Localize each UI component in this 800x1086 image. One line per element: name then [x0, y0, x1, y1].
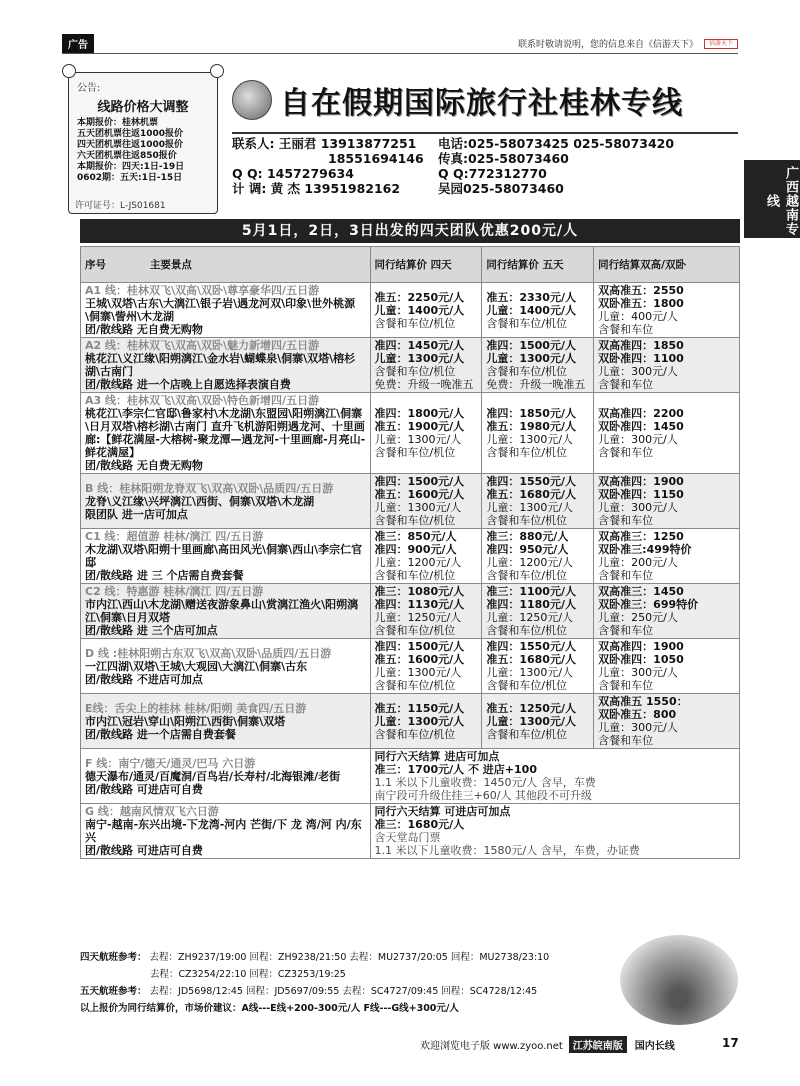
route-title: C2 线：特惠游 桂林/漓江 四/五日游 [85, 585, 264, 598]
price-cell [370, 694, 482, 749]
route-title: A2 线：桂林双飞\双高\双卧\魅力新增四/五日游 [85, 339, 320, 352]
route-title: E线：舌尖上的桂林 桂林/阳朔 美食四/五日游 [85, 701, 307, 715]
price-cell [482, 694, 594, 749]
price-line: 儿童：300元/人 [598, 365, 678, 378]
price-line: 含天堂岛门票 [374, 831, 441, 844]
route-tail: 团/散线路 可进店可自费 [85, 782, 203, 796]
contact-block [232, 132, 738, 196]
price-line: 准四：1450元/人 [374, 339, 465, 352]
price-line: 含餐和车位/机位 [486, 365, 568, 378]
route-tail: 团/散线路 进一个店晚上自愿选择表演自费 [85, 378, 291, 391]
price-cell [370, 393, 482, 474]
price-line: 儿童：300元/人 [598, 721, 678, 734]
route-tail: 团/散线路 进一个店需自费套餐 [85, 727, 236, 741]
price-line: 含餐和车位 [598, 323, 654, 336]
contact-row [232, 151, 738, 166]
price-line: 双高准四：2200 [598, 407, 684, 420]
scroll-curl-icon [62, 64, 76, 78]
route-body: 王城\双塔\古东\大漓江\银子岩\遇龙河双\印象\世外桃源\侗寨\訾州\木龙湖 [85, 297, 356, 323]
table-body [81, 283, 740, 859]
route-body: 市内江\西山\木龙湖\赠送夜游象鼻山\赏漓江渔火\阳朔漓江\侗寨\日月双塔 [85, 598, 359, 624]
price-cell [370, 749, 739, 804]
price-line: 儿童：300元/人 [598, 666, 678, 679]
price-cell [594, 474, 740, 529]
publication-logo: 信游天下 [704, 39, 738, 49]
route-title: A3 线：桂林双飞\双高\双卧\特色新增四/五日游 [85, 394, 320, 407]
route-title: D 线 :桂林阳朔古东双飞\双高\双卧\品质四/五日游 [85, 646, 332, 660]
price-line: 含餐和车位 [598, 446, 654, 459]
price-line: 儿童：1300元/人 [486, 714, 576, 728]
price-line: 含餐和车位/机位 [374, 365, 456, 378]
price-line: 准四：1800元/人 [374, 407, 465, 420]
price-cell [594, 529, 740, 584]
price-line: 儿童：1300元/人 [486, 352, 576, 365]
price-line: 准三：850元/人 [374, 530, 457, 543]
price-line: 含餐和车位/机位 [374, 624, 456, 637]
price-line: 儿童：1200元/人 [486, 556, 574, 569]
four-line: 去程：CZ3254/22:10 回程：CZ3253/19:25 [150, 969, 346, 980]
price-line: 南宁段可升级住挂三+60/人 其他段不可升级 [374, 789, 592, 802]
price-line: 双卧准四：1150 [598, 488, 684, 501]
price-cell [370, 804, 739, 859]
route-cell [81, 694, 371, 749]
price-line: 含餐和车位 [598, 378, 654, 391]
bottom-bar [420, 1036, 740, 1052]
price-line: 含餐和车位/机位 [374, 446, 456, 459]
contact-row [232, 136, 738, 151]
contact-row [232, 181, 738, 196]
route-tail: 团/散线路 不进店可加点 [85, 672, 203, 686]
price-cell [482, 529, 594, 584]
price-note: 以上报价为同行结算价，市场价建议：A线---E线+200-300元/人 F线---G线+300元/人 [80, 1003, 459, 1014]
price-line: 儿童：250元/人 [598, 611, 678, 624]
route-body: 市内江\冠岩\穿山\阳朔江\西街\侗寨\双塔 [85, 714, 286, 728]
contact-cell: 电话:025-58073425 025-58073420 [438, 136, 675, 151]
price-line: 含餐和车位 [598, 679, 654, 692]
price-line: 含餐和车位/机位 [374, 727, 456, 741]
route-cell [81, 283, 371, 338]
contact-row [232, 166, 738, 181]
brand [232, 78, 683, 122]
route-title: G 线：越南风情双飞六日游 [85, 805, 219, 818]
price-line: 准三：1680元/人 [374, 818, 465, 831]
price-line: 儿童：1300元/人 [374, 666, 462, 679]
price-line: 儿童：300元/人 [598, 501, 678, 514]
price-line: 准五：1250元/人 [486, 701, 576, 715]
route-cell [81, 529, 371, 584]
table-row [81, 529, 740, 584]
price-line: 含餐和车位/机位 [374, 514, 456, 527]
contact-cell: 18551694146 [328, 151, 424, 166]
price-cell [370, 529, 482, 584]
route-tail: 团/散线路 进 三 个店需自费套餐 [85, 569, 244, 582]
edition-badge: 江苏皖南版 [569, 1036, 627, 1053]
price-line: 准五：1900元/人 [374, 420, 465, 433]
price-line: 准三：880元/人 [486, 530, 569, 543]
route-body: 桃花江\李宗仁官邸\鲁家村\木龙湖\东盟园\阳朔漓江\侗寨\日月双塔\榕杉湖\古南门 直升飞机游阳朔遇龙河、十里画廊:【鲜花满屋-大榕树-聚龙潭—遇龙河-十里画廊-月亮山-鲜花满屋】 [85, 407, 366, 459]
section-side-tab: 广西越南专线 [744, 160, 800, 238]
five-label: 五天航班参考： [80, 986, 147, 997]
price-line: 准三：1700元/人 不 进店+100 [374, 763, 537, 776]
price-line: 双高准四：1850 [598, 339, 684, 352]
price-cell [594, 694, 740, 749]
price-cell [370, 474, 482, 529]
header-cell: 同行结算价 五天 [482, 247, 594, 283]
route-cell [81, 338, 371, 393]
price-line: 准五：2330元/人 [486, 290, 576, 304]
header-route [81, 247, 371, 283]
header-cell: 主要景点 [149, 259, 192, 271]
price-line: 双卧准四：1050 [598, 653, 684, 666]
contact-cell: 计 调: 黄 杰 13951982162 [232, 181, 401, 196]
price-line: 含餐和车位/机位 [374, 316, 456, 330]
route-body: 南宁-越南-东兴出境-下龙湾-河内 芒街/下 龙 湾/河 内/东 兴 [85, 818, 362, 844]
price-line: 双卧准三:499特价 [598, 543, 692, 556]
table-row [81, 749, 740, 804]
price-line: 双卧准四：1100 [598, 352, 684, 365]
price-cell [594, 283, 740, 338]
table-row [81, 474, 740, 529]
header-cell: 同行结算价 四天 [370, 247, 482, 283]
price-line: 双卧准四：1450 [598, 420, 684, 433]
price-line: 双高准三：1250 [598, 530, 684, 543]
price-line: 同行六天结算 进店可加点 [374, 750, 500, 763]
notice-line: 五天团机票往返1000报价 [77, 129, 184, 139]
price-line: 儿童：1300元/人 [486, 433, 574, 446]
price-line: 含餐和车位 [598, 734, 654, 747]
contact-cell: Q Q:772312770 [438, 166, 547, 181]
route-cell [81, 393, 371, 474]
page-number: 17 [722, 1036, 739, 1050]
table-row [81, 283, 740, 338]
four-label: 四天航班参考： [80, 952, 147, 963]
price-line: 准四：1500元/人 [374, 640, 465, 653]
price-cell [594, 639, 740, 694]
price-line: 儿童：1400元/人 [486, 303, 576, 317]
price-line: 儿童：300元/人 [598, 433, 678, 446]
price-cell [482, 474, 594, 529]
price-line: 双高准三：1450 [598, 585, 684, 598]
contact-cell: 联系人: 王丽君 13913877251 [232, 136, 417, 151]
price-line: 准四：1180元/人 [486, 598, 576, 611]
price-line: 含餐和车位 [598, 624, 654, 637]
route-cell [81, 584, 371, 639]
price-line: 儿童：1250元/人 [486, 611, 574, 624]
price-cell [594, 338, 740, 393]
notice-line: 本期报价：桂林机票 [77, 118, 159, 128]
top-note-text: 联系时敬请说明，您的信息来自《信游天下》 [517, 40, 698, 50]
route-cell [81, 639, 371, 694]
price-line: 含餐和车位/机位 [486, 446, 568, 459]
table-row [81, 639, 740, 694]
table-row [81, 804, 740, 859]
notice-line: 四天团机票往返1000报价 [77, 140, 184, 150]
price-line: 儿童：1200元/人 [374, 556, 462, 569]
price-line: 含餐和车位 [598, 514, 654, 527]
price-line: 含餐和车位/机位 [486, 514, 568, 527]
price-line: 含餐和车位/机位 [374, 679, 456, 692]
scenery-photo [620, 935, 738, 1025]
promo-banner: 5月1日，2日，3日出发的四天团队优惠200元/人 [80, 219, 740, 243]
route-tail: 团/散线路 无自费无购物 [85, 323, 203, 336]
price-line: 儿童：1300元/人 [374, 714, 465, 728]
route-body: 德天瀑布/通灵/百魔洞/百鸟岩/长寿村/北海银滩/老街 [85, 769, 341, 783]
flights-four [80, 949, 620, 966]
route-cell [81, 804, 371, 859]
route-tail: 团/散线路 可进店可自费 [85, 844, 203, 857]
price-line: 含餐和车位/机位 [486, 727, 568, 741]
route-tail: 团/散线路 无自费无购物 [85, 459, 203, 472]
price-cell [482, 283, 594, 338]
price-cell [594, 584, 740, 639]
price-line: 准三：1080元/人 [374, 585, 465, 598]
table-header-row [81, 247, 740, 283]
table-row [81, 694, 740, 749]
price-line: 1.1 米以下儿童收费：1580元/人 含早，车费，办证费 [374, 844, 640, 857]
price-line: 含餐和车位/机位 [486, 569, 568, 582]
price-line: 准四：1500元/人 [374, 475, 465, 488]
price-line: 准五：2250元/人 [374, 290, 465, 304]
price-cell [370, 283, 482, 338]
price-line: 1.1 米以下儿童收费：1450元/人 含早，车费 [374, 776, 596, 789]
table-row [81, 338, 740, 393]
header-cell: 同行结算双高/双卧 [594, 247, 740, 283]
price-cell [482, 584, 594, 639]
price-line: 儿童：1250元/人 [374, 611, 462, 624]
price-line: 准四：950元/人 [486, 543, 569, 556]
route-title: F 线：南宁/德天/通灵/巴马 六日游 [85, 756, 256, 770]
top-note [518, 37, 738, 50]
price-line: 双卧准三：699特价 [598, 598, 699, 611]
price-line: 儿童：400元/人 [598, 310, 678, 323]
notice-line: 六天团机票往返850报价 [77, 151, 177, 161]
route-title: A1 线：桂林双飞\双高\双卧\尊享豪华四/五日游 [85, 284, 320, 297]
price-table [80, 246, 740, 859]
price-line: 双高准五：2550 [598, 284, 684, 297]
notice-title: 公告: [77, 83, 101, 94]
price-line: 准四：1850元/人 [486, 407, 576, 420]
notice-line: 本期报价：四天:1日-19日 [77, 162, 185, 172]
route-tail: 限团队 进一店可加点 [85, 507, 188, 521]
price-line: 双卧准五：800 [598, 708, 677, 721]
five-line: 去程：JD5698/12:45 回程：JD5697/09:55 去程：SC4727/09:45 回程：SC4728/12:45 [149, 986, 538, 997]
contact-cell: 传真:025-58073460 [438, 151, 569, 166]
route-cell [81, 749, 371, 804]
price-line: 准四：900元/人 [374, 543, 457, 556]
price-line: 准四：1500元/人 [486, 339, 576, 352]
route-body: 木龙湖\双塔\阳朔十里画廊\高田风光\侗寨\西山\李宗仁官邸 [85, 543, 363, 569]
price-line: 含餐和车位/机位 [374, 569, 456, 582]
contact-cell: Q Q: 1457279634 [232, 166, 354, 181]
price-line: 免费：升级一晚准五 [374, 378, 474, 391]
price-line: 准五：1600元/人 [374, 488, 465, 501]
flights-info [80, 949, 620, 1017]
price-cell [482, 639, 594, 694]
price-line: 双卧准五：1800 [598, 297, 684, 310]
route-body: 一江四湖\双塔\王城\大观园\大漓江\侗寨\古东 [85, 659, 308, 673]
notice-line: 0602期：五天:1日-15日 [77, 173, 183, 183]
price-line: 准五：1980元/人 [486, 420, 576, 433]
price-cell [482, 393, 594, 474]
scroll-curl-icon [210, 64, 224, 78]
price-line: 双高准四：1900 [598, 640, 684, 653]
route-tail: 团/散线路 进 三个店可加点 [85, 624, 218, 637]
notice-scroll [68, 72, 218, 214]
price-line: 儿童：200元/人 [598, 556, 678, 569]
table-row [81, 584, 740, 639]
license-number: 许可证号：L-JS01681 [75, 201, 166, 211]
price-cell [482, 338, 594, 393]
route-cell [81, 474, 371, 529]
price-line: 含餐和车位/机位 [486, 624, 568, 637]
price-line: 儿童：1300元/人 [486, 501, 574, 514]
table-row [81, 393, 740, 474]
price-line: 儿童：1300元/人 [486, 666, 574, 679]
price-line: 准四：1550元/人 [486, 475, 576, 488]
price-line: 准四：1550元/人 [486, 640, 576, 653]
price-line: 免费：升级一晚准五 [486, 378, 586, 391]
price-line: 含餐和车位/机位 [486, 316, 568, 330]
price-line: 准五：1600元/人 [374, 653, 465, 666]
price-cell [594, 393, 740, 474]
route-body: 桃花江\义江缘\阳朔漓江\金水岩\蝴蝶泉\侗寨\双塔\榕杉湖\古南门 [85, 352, 356, 378]
price-line: 准三：1100元/人 [486, 585, 576, 598]
top-bar [62, 34, 738, 54]
price-line: 准四：1130元/人 [374, 598, 465, 611]
price-line: 含餐和车位/机位 [486, 679, 568, 692]
price-line: 同行六天结算 可进店可加点 [374, 805, 511, 818]
ad-label: 广告 [62, 34, 94, 53]
price-line: 准五：1680元/人 [486, 653, 576, 666]
price-cell [370, 639, 482, 694]
four-line: 去程：ZH9237/19:00 回程：ZH9238/21:50 去程：MU2737/20:05 回程：MU2738/23:10 [149, 952, 550, 963]
section-label: 国内长线 [634, 1040, 675, 1052]
flights-five [80, 983, 620, 1000]
brand-title: 自在假期国际旅行社桂林专线 [280, 86, 683, 121]
price-cell [370, 338, 482, 393]
price-cell [370, 584, 482, 639]
route-title: C1 线：超值游 桂林/漓江 四/五日游 [85, 530, 264, 543]
price-line: 准五：1150元/人 [374, 701, 465, 715]
notice-heading: 线路价格大调整 [97, 100, 189, 115]
price-line: 准五：1680元/人 [486, 488, 576, 501]
route-body: 龙脊\义江缘\兴坪漓江\西街、侗寨\双塔\木龙湖 [85, 494, 315, 508]
header [62, 60, 738, 218]
price-line: 儿童：1300元/人 [374, 501, 462, 514]
contact-cell: 吴园025-58073460 [438, 181, 564, 196]
price-line: 含餐和车位 [598, 569, 654, 582]
price-line: 双高准四：1900 [598, 475, 684, 488]
globe-logo-icon [232, 80, 272, 120]
route-title: B 线：桂林阳朔龙脊双飞\双高\双卧\品质四/五日游 [85, 481, 334, 495]
header-cell: 序号 [85, 259, 106, 271]
price-line: 双高准五 1550： [598, 695, 688, 708]
bottom-url: 欢迎浏览电子版 www.zyoo.net [420, 1040, 563, 1052]
price-line: 儿童：1400元/人 [374, 303, 465, 317]
price-line: 儿童：1300元/人 [374, 352, 465, 365]
price-line: 儿童：1300元/人 [374, 433, 462, 446]
